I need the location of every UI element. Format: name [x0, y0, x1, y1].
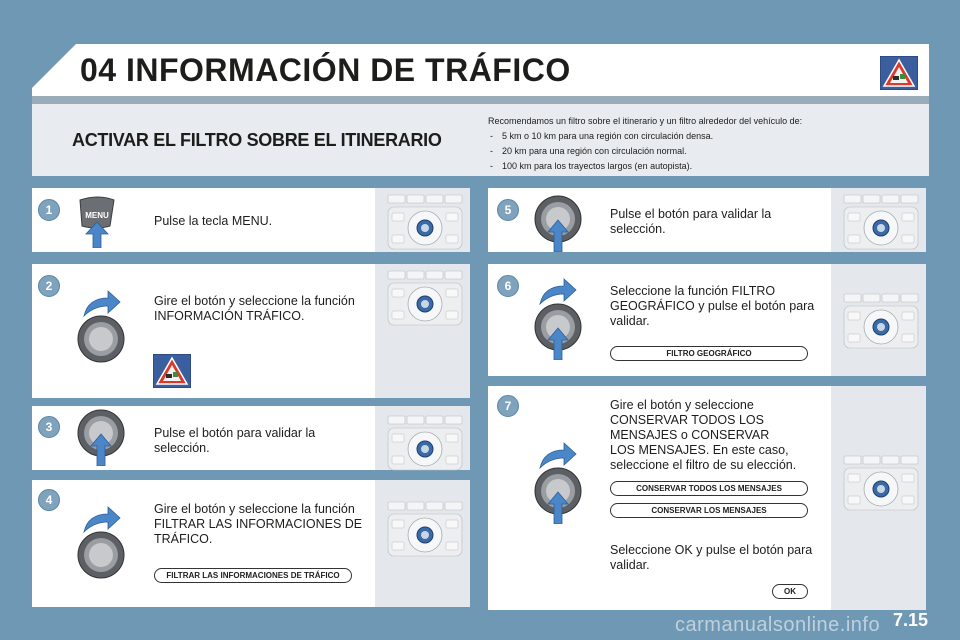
menu-key-label: MENU: [85, 211, 109, 220]
traffic-info-icon: [880, 56, 918, 90]
step-text: Seleccione OK y pulse el botón para validar.: [610, 543, 813, 572]
push-knob-icon: [533, 466, 583, 524]
menu-option-pill: FILTRO GEOGRÁFICO: [610, 346, 808, 361]
step-text: Gire el botón y seleccione la función FILTRAR LAS INFORMACIONES DE TRÁFICO.: [154, 502, 363, 546]
radio-panel-illustration: [384, 412, 466, 474]
watermark: carmanualsonline.info: [675, 614, 881, 636]
menu-option-pill: FILTRAR LAS INFORMACIONES DE TRÁFICO: [154, 568, 352, 583]
push-knob-icon: [533, 302, 583, 360]
step-number-badge: 7: [497, 395, 519, 417]
step-text: Seleccione la función FILTRO GEOGRÁFICO y pulse el botón para validar.: [610, 284, 815, 328]
push-knob-icon: [76, 408, 126, 466]
step-number-badge: 6: [497, 275, 519, 297]
step-text: Pulse la tecla MENU.: [154, 214, 273, 228]
rotary-knob-icon: [76, 530, 126, 580]
recommendation-item: - 100 km para los trayectos largos (en autopista).: [488, 159, 918, 174]
radio-panel-illustration: [384, 498, 466, 560]
recommendation-item: - 5 km o 10 km para una región con circulación densa.: [488, 129, 918, 144]
menu-key-icon: [76, 196, 118, 248]
menu-option-pill: CONSERVAR LOS MENSAJES: [610, 503, 808, 518]
radio-panel-illustration: [384, 191, 466, 253]
ok-option-pill: OK: [772, 584, 808, 599]
step-number-badge: 2: [38, 275, 60, 297]
section-title: ACTIVAR EL FILTRO SOBRE EL ITINERARIO: [72, 130, 442, 150]
step-number-badge: 5: [497, 199, 519, 221]
push-knob-icon: [533, 194, 583, 252]
traffic-info-icon: [153, 354, 191, 388]
radio-panel-illustration: [384, 267, 466, 329]
recommendation-item: - 20 km para una región con circulación normal.: [488, 144, 918, 159]
menu-option-pill: CONSERVAR TODOS LOS MENSAJES: [610, 481, 808, 496]
step-number-badge: 1: [38, 199, 60, 221]
recommendations: [488, 114, 918, 174]
step-number-badge: 4: [38, 489, 60, 511]
page-number: 7.15: [893, 610, 929, 630]
recommendations-intro: Recomendamos un filtro sobre el itinerario y un filtro alrededor del vehículo de:: [488, 116, 803, 126]
radio-panel-illustration: [840, 191, 922, 253]
page-title: 04 INFORMACIÓN DE TRÁFICO: [80, 52, 571, 88]
radio-panel-illustration: [840, 290, 922, 352]
rotary-knob-icon: [76, 314, 126, 364]
step-text: Gire el botón y seleccione CONSERVAR TODOS LOS MENSAJES o CONSERVAR LOS MENSAJES. En este caso, seleccione el filtro de su elección.: [610, 398, 797, 472]
step-text: Gire el botón y seleccione la función INFORMACIÓN TRÁFICO.: [154, 294, 355, 323]
radio-panel-illustration: [840, 452, 922, 514]
step-text: Pulse el botón para validar la selección.: [610, 207, 772, 236]
step-text: Pulse el botón para validar la selección.: [154, 426, 316, 455]
header-divider: [32, 96, 929, 104]
step-number-badge: 3: [38, 416, 60, 438]
